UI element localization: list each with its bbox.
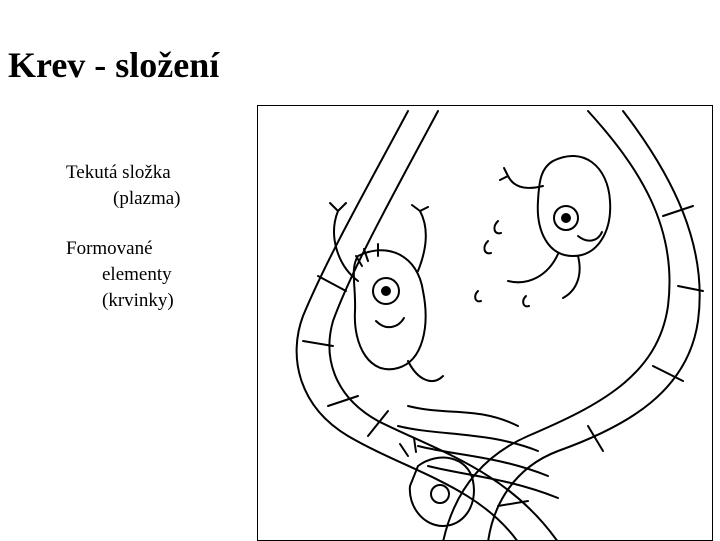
item-formed-line3: (krvinky) xyxy=(102,290,174,311)
blood-vessel-drawing xyxy=(258,106,713,541)
text-content xyxy=(66,160,256,338)
item-liquid-line1: Tekutá složka xyxy=(66,162,171,183)
item-formed-elements xyxy=(66,236,256,314)
item-liquid-line2: (plazma) xyxy=(113,188,181,209)
item-liquid-component xyxy=(66,160,256,212)
item-formed-line1: Formované xyxy=(66,238,153,259)
item-formed-line2: elementy xyxy=(102,264,172,285)
blood-vessel-illustration xyxy=(257,105,713,541)
slide-title: Krev - složení xyxy=(8,45,220,85)
